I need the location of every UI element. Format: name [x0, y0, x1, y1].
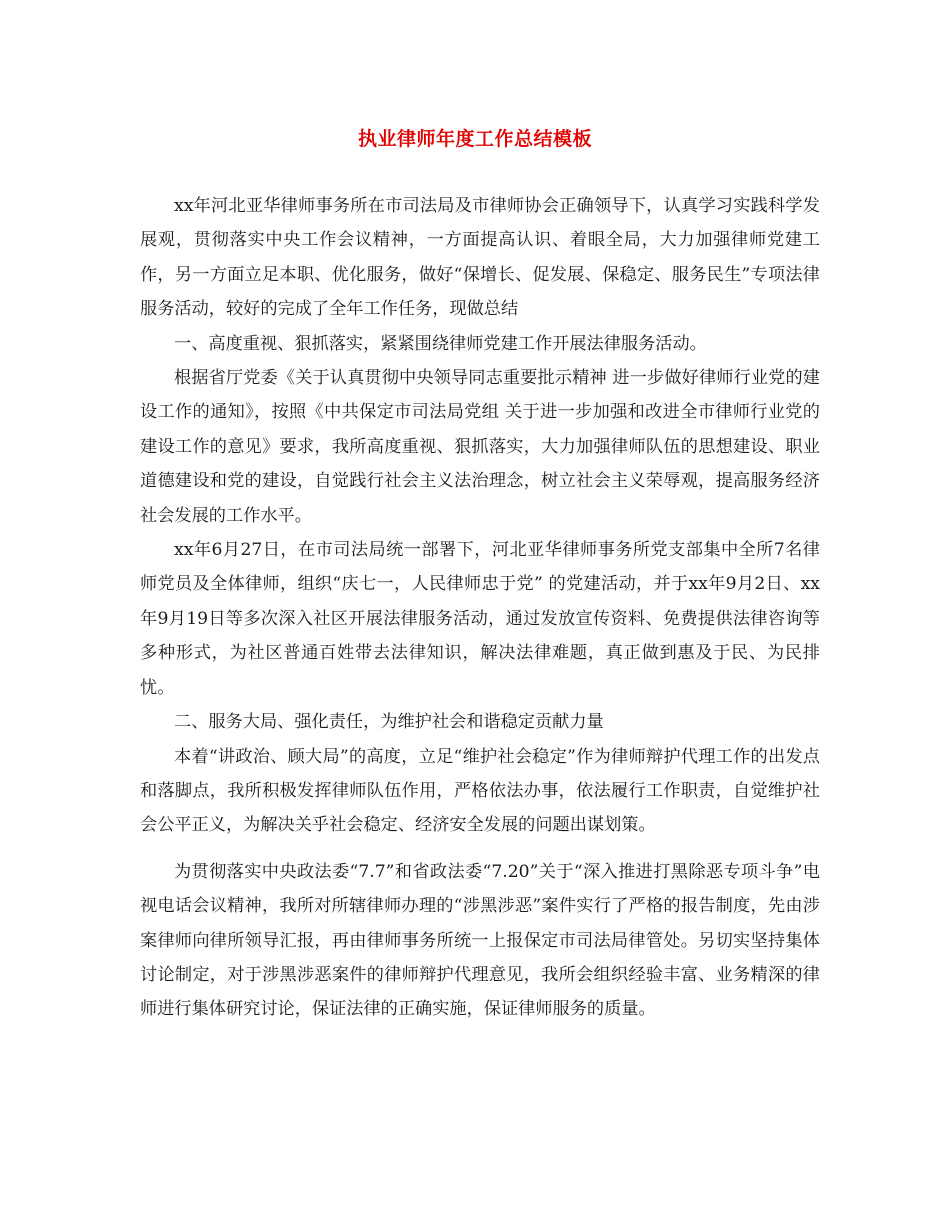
paragraph: xx年6月27日，在市司法局统一部署下，河北亚华律师事务所党支部集中全所7名律师党员及全体律师，组织“庆七一，人民律师忠于党” 的党建活动，并于xx年9月2日、xx年9月19日等多次深入社区开展法律服务活动，通过发放宣传资料、免费提供法律咨询等多种形式，为社区普通百姓带去法律知识，解决法律难题，真正做到惠及于民、为民排忧。 [140, 540, 820, 698]
paragraph-intro: xx年河北亚华律师事务所在市司法局及市律师协会正确领导下，认真学习实践科学发展观，贯彻落实中央工作会议精神，一方面提高认识、着眼全局，大力加强律师党建工作，另一方面立足本职、优化服务，做好“保增长、促发展、保稳定、服务民生”专项法律服务活动，较好的完成了全年工作任务，现做总结 [140, 196, 820, 320]
paragraph-gap [140, 843, 820, 855]
document-body [140, 189, 820, 1027]
document-title: 执业律师年度工作总结模板 [357, 128, 592, 150]
section-heading-2: 二、服务大局、强化责任，为维护社会和谐稳定贡献力量 [174, 712, 604, 733]
paragraph: 本着“讲政治、顾大局”的高度，立足“维护社会稳定”作为律师辩护代理工作的出发点和落脚点，我所积极发挥律师队伍作用，严格依法办事，依法履行工作职责，自觉维护社会公平正义，为解决关乎社会稳定、经济安全发展的问题出谋划策。 [140, 746, 820, 836]
paragraph: 为贯彻落实中央政法委“7.7”和省政法委“7.20”关于“深入推进打黑除恶专项斗争”电视电话会议精神，我所对所辖律师办理的“涉黑涉恶”案件实行了严格的报告制度，先由涉案律师向律所领导汇报，再由律师事务所统一上报保定市司法局律管处。另切实坚持集体讨论制定，对于涉黑涉恶案件的律师辩护代理意见，我所会组织经验丰富、业务精深的律师进行集体研究讨论，保证法律的正确实施，保证律师服务的质量。 [140, 861, 820, 1020]
section-heading-1: 一、高度重视、狠抓落实，紧紧围绕律师党建工作开展法律服务活动。 [174, 333, 707, 354]
paragraph: 根据省厅党委《关于认真贯彻中央领导同志重要批示精神 进一步做好律师行业党的建设工作的通知》，按照《中共保定市司法局党组 关于进一步加强和改进全市律师行业党的建设工作的意见》要求，我所高度重视、狠抓落实，大力加强律师队伍的思想建设、职业道德建设和党的建设，自觉践行社会主义法治理念，树立社会主义荣辱观，提高服务经济社会发展的工作水平。 [140, 368, 820, 526]
